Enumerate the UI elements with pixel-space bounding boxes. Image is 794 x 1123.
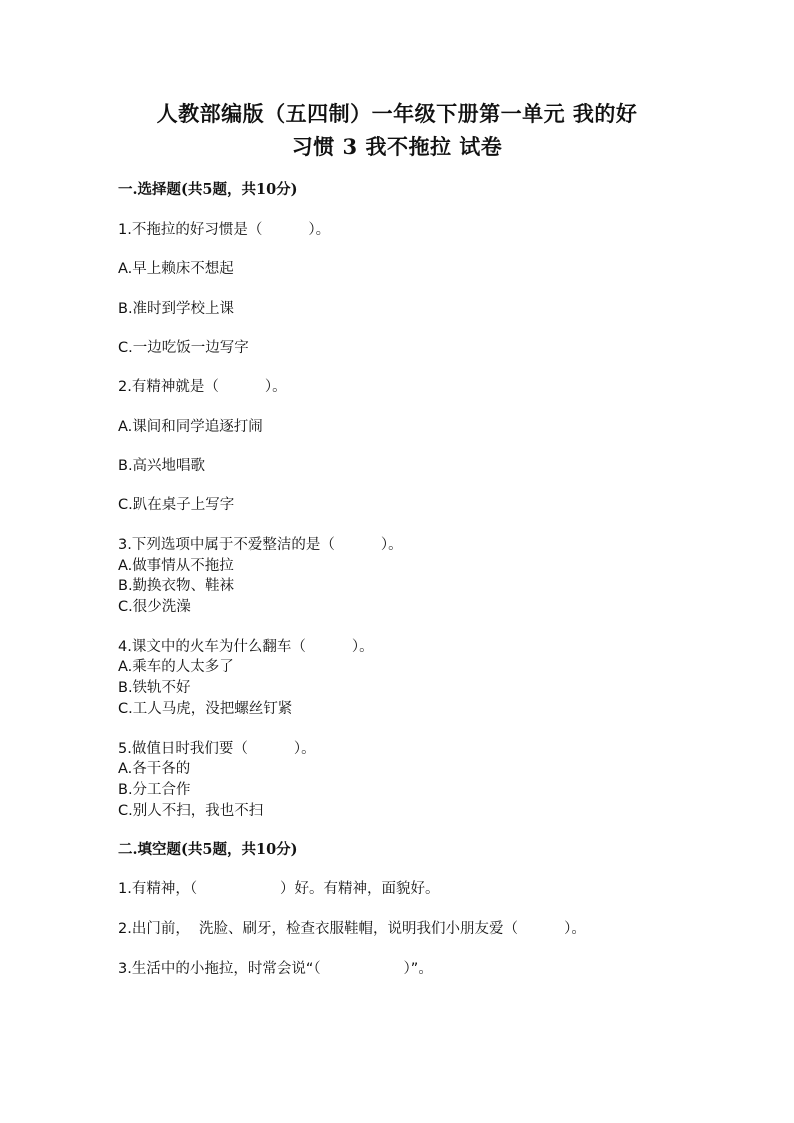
answer-option: C.工人马虎，没把螺丝钉紧	[118, 701, 293, 717]
question-stem: 4.课文中的火车为什么翻车（ ）。	[118, 639, 374, 655]
exam-title-line-1: 人教部编版（五四制）一年级下册第一单元 我的好	[156, 101, 638, 126]
fill-blank-question: 3.生活中的小拖拉，时常会说“（ ）”。	[118, 961, 433, 977]
section-heading-choice: 一.选择题(共5题，共10分)	[118, 181, 298, 198]
fill-blank-question: 1.有精神，（ ）好。有精神，面貌好。	[118, 881, 440, 897]
fill-blank-question: 2.出门前， 洗脸、刷牙，检查衣服鞋帽，说明我们小朋友爱（ ）。	[118, 921, 586, 937]
exam-title-line-2: 习惯 3 我不拖拉 试卷	[291, 134, 503, 159]
answer-option: C.别人不扫，我也不扫	[118, 803, 264, 819]
answer-option: B.铁轨不好	[118, 680, 191, 696]
answer-option: B.勤换衣物、鞋袜	[118, 578, 235, 594]
answer-option: A.早上赖床不想起	[118, 261, 234, 277]
answer-option: A.乘车的人太多了	[118, 659, 234, 675]
answer-option: C.趴在桌子上写字	[118, 497, 235, 513]
question-stem: 1.不拖拉的好习惯是（ ）。	[118, 222, 331, 238]
question-stem: 3.下列选项中属于不爱整洁的是（ ）。	[118, 537, 403, 553]
answer-option: A.各干各的	[118, 761, 191, 777]
answer-option: A.课间和同学追逐打闹	[118, 419, 263, 435]
answer-option: B.高兴地唱歌	[118, 458, 206, 474]
answer-option: A.做事情从不拖拉	[118, 558, 234, 574]
answer-option: B.分工合作	[118, 782, 191, 798]
answer-option: B.准时到学校上课	[118, 301, 235, 317]
section-heading-fill-blank: 二.填空题(共5题，共10分)	[118, 841, 298, 858]
answer-option: C.一边吃饭一边写字	[118, 340, 249, 356]
answer-option: C.很少洗澡	[118, 599, 191, 615]
question-stem: 2.有精神就是（ ）。	[118, 379, 287, 395]
question-stem: 5.做值日时我们要（ ）。	[118, 741, 316, 757]
